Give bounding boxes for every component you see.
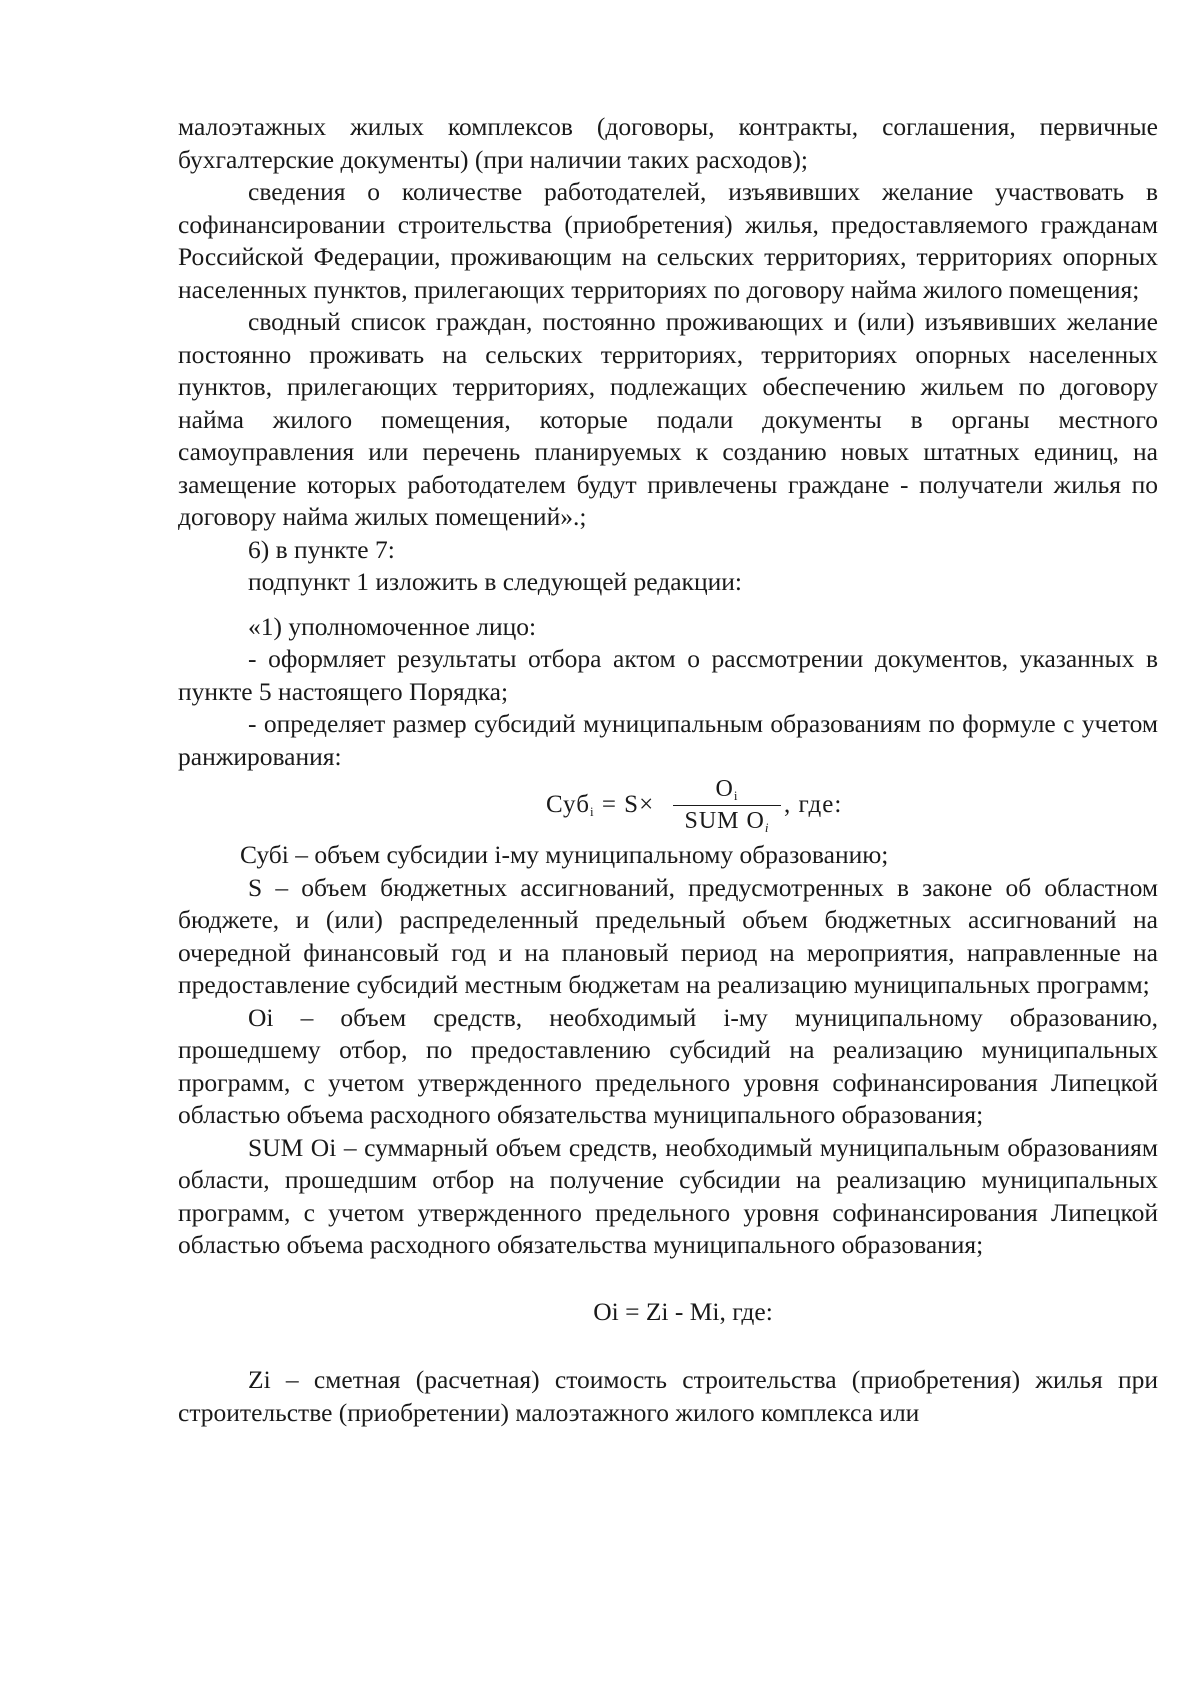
subsidy-formula (178, 775, 1158, 839)
paragraph-subpoint-instruction: подпункт 1 изложить в следующей редакции: (248, 567, 742, 596)
paragraph-formalizes-results: - оформляет результаты отбора актом о рассмотрении документов, указанных в пункте 5 настоящего Порядка; (178, 644, 1158, 706)
formula-numerator: $O_i$ (673, 775, 781, 806)
paragraph-point-6: 6) в пункте 7: (248, 534, 395, 564)
formula-denominator: SUM $O_i$ (684, 808, 770, 835)
paragraph-determines-size: - определяет размер субсидий муниципальным образованиям по формуле с учетом ранжирования: (178, 709, 1158, 771)
paragraph-citizens-list: сводный список граждан, постоянно проживающих и (или) изъявивших желание постоянно проживать на сельских территориях, территориях опорных населенных пунктов, прилегающих территориях, подлежащих обеспечению жильем по договору найма жилого помещения, которые подали документы в органы местного самоуправления или перечень планируемых к созданию новых штатных единиц, на замещение которых работодателем будут привлечены граждане - получатели жилья по договору найма жилых помещений».; (178, 307, 1158, 531)
definition-zi: Zi – сметная (расчетная) стоимость строительства (приобретения) жилья при строительстве (приобретении) малоэтажного жилого комплекса или (178, 1365, 1158, 1427)
formula-lhs: Суб$_i$ = S× (546, 791, 655, 819)
definition-s: S – объем бюджетных ассигнований, предусмотренных в законе об областном бюджете, и (или) распределенный предельный объем бюджетных ассигнований на очередной финансовый год и на плановый период на мероприятия, направленные на предоставление субсидий местным бюджетам на реализацию муниципальных программ; (178, 872, 1158, 999)
formula-tail: , где: (784, 791, 843, 818)
paragraph-employers-info: сведения о количестве работодателей, изъявивших желание участвовать в софинансировании строительства (приобретения) жилья, предоставляемого гражданам Российской Федерации, проживающим на сельских территориях, территориях опорных населенных пунктов, прилегающих территориях по договору найма жилого помещения; (178, 177, 1158, 304)
document-page (178, 111, 1158, 1429)
paragraph-authorized-person: «1) уполномоченное лицо: (248, 611, 537, 641)
paragraph-continuation: малоэтажных жилых комплексов (договоры, контракты, соглашения, первичные бухгалтерские документы) (при наличии таких расходов); (178, 112, 1158, 174)
oi-formula: Oi = Zi - Mi, где: (593, 1296, 773, 1326)
definition-sum-oi: SUM Oi – суммарный объем средств, необходимый муниципальным образованиям области, прошедшим отбор на получение субсидии на реализацию муниципальных программ, с учетом утвержденного предельного уровня софинансирования Липецкой областью объема расходного обязательства муниципального образования; (178, 1132, 1158, 1259)
definition-oi: Oi – объем средств, необходимый і-му муниципальному образованию, прошедшему отбор, по предоставлению субсидий на реализацию муниципальных программ, с учетом утвержденного предельного уровня софинансирования Липецкой областью объема расходного обязательства муниципального образования; (178, 1002, 1158, 1129)
formula-fraction (673, 775, 781, 843)
definition-subi: Субі – объем субсидии і-му муниципальному образованию; (240, 840, 889, 869)
